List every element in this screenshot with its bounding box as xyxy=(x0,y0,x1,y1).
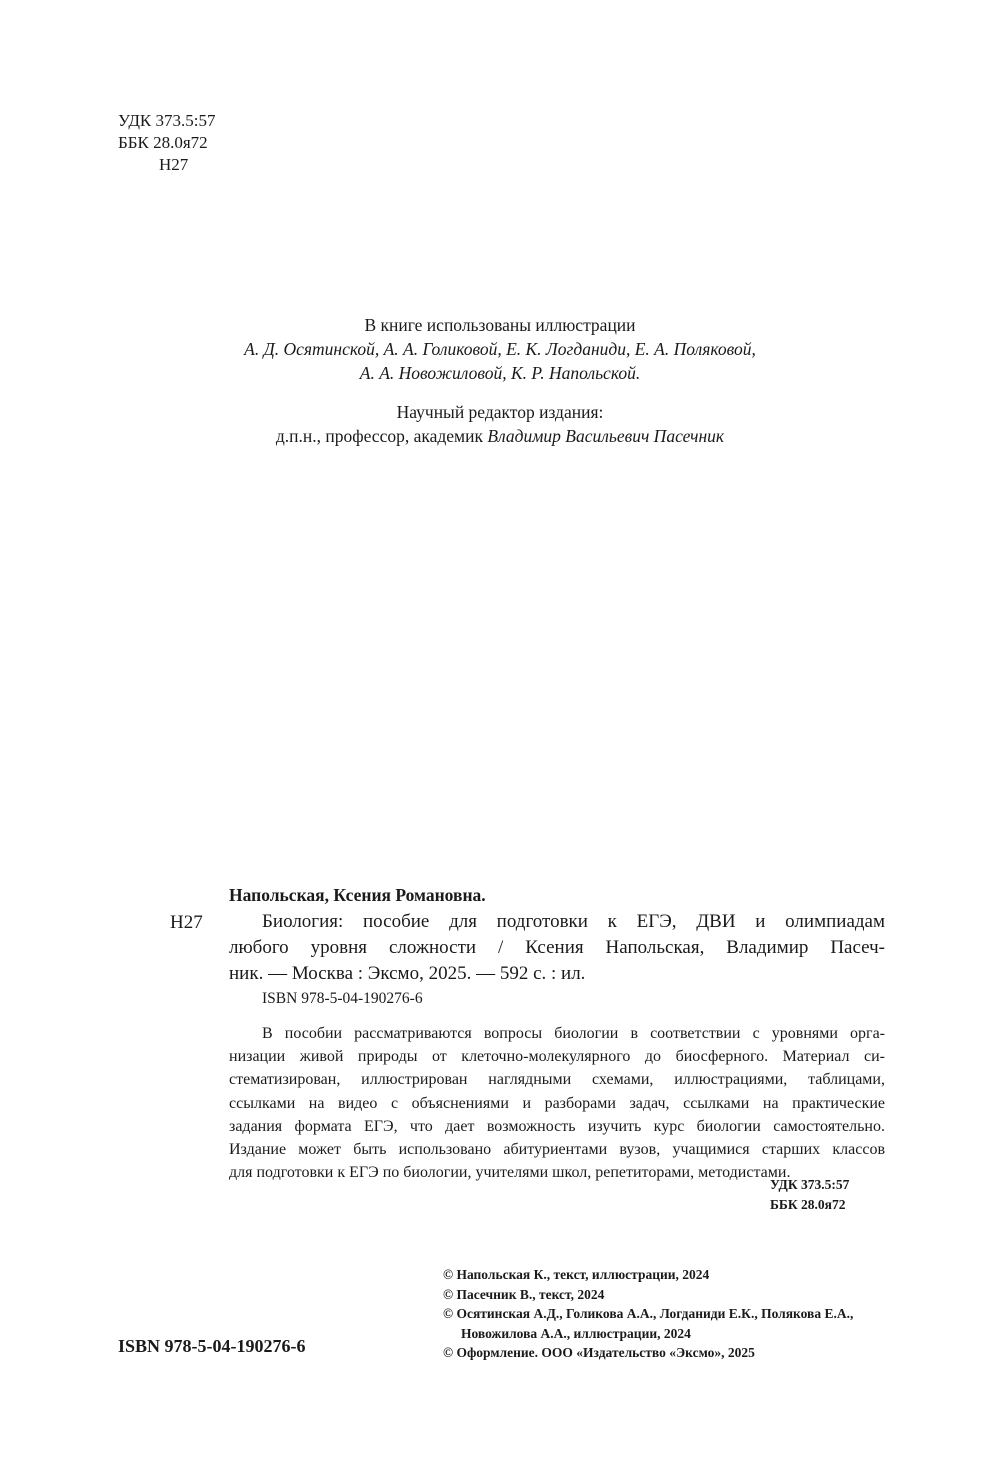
annotation-line: Издание может быть использовано абитуриентами вузов, учащимися старших классов xyxy=(229,1141,885,1159)
copyright-line: Новожилова А.А., иллюстрации, 2024 xyxy=(461,1325,691,1341)
editor-name: Владимир Васильевич Пасечник xyxy=(487,426,725,446)
copyright-line: © Пасечник В., текст, 2024 xyxy=(443,1286,605,1302)
editor-heading: Научный редактор издания: xyxy=(396,402,604,422)
illustrations-heading: В книге использованы иллюстрации xyxy=(364,315,636,335)
editor-title: д.п.н., профессор, академик xyxy=(275,426,488,446)
card-desc-line-3: ник. — Москва : Эксмо, 2025. — 592 с. : ил. xyxy=(229,963,586,984)
illustrations-credit xyxy=(100,313,900,385)
copyright-line: © Напольская К., текст, иллюстрации, 2024 xyxy=(443,1267,710,1282)
copyright-block xyxy=(443,1265,853,1363)
card-desc-line-1: Биология: пособие для подготовки к ЕГЭ, ДВИ и олимпиадам xyxy=(262,911,885,932)
card-classification xyxy=(770,1175,849,1215)
classification-codes xyxy=(118,110,215,176)
card-description xyxy=(229,909,885,987)
illustrators-line-1: А. Д. Осятинской, А. А. Голиковой, Е. К. Логданиди, Е. А. Поляковой, xyxy=(244,339,756,359)
editor-line xyxy=(100,424,900,448)
udk-code: УДК 373.5:57 xyxy=(118,111,216,130)
annotation-line: В пособии рассматриваются вопросы биологии в соответствии с уровнями орга- xyxy=(262,1025,885,1042)
card-bbk-code: ББК 28.0я72 xyxy=(770,1197,846,1212)
annotation-line: ссылками на видео с объяснениями и разборами задач, ссылками на практические xyxy=(229,1094,885,1112)
copyright-line: © Оформление. ООО «Издательство «Эксмо», 2025 xyxy=(443,1345,755,1360)
main-isbn: ISBN 978-5-04-190276-6 xyxy=(118,1336,306,1356)
card-author: Напольская, Ксения Романовна. xyxy=(229,885,486,905)
scientific-editor xyxy=(100,400,900,448)
illustrators-line-2: А. А. Новожиловой, К. Р. Напольской. xyxy=(359,363,641,383)
card-author-mark: Н27 xyxy=(170,912,203,933)
card-udk-code: УДК 373.5:57 xyxy=(770,1177,850,1192)
copyright-line: © Осятинская А.Д., Голикова А.А., Логданиди Е.К., Полякова Е.А., xyxy=(443,1306,854,1321)
annotation-line: стематизирован, иллюстрирован наглядными схемами, иллюстрациями, таблицами, xyxy=(229,1071,885,1089)
card-annotation xyxy=(229,1022,885,1184)
annotation-line: для подготовки к ЕГЭ по биологии, учителями школ, репетиторами, методистами. xyxy=(229,1164,791,1182)
card-isbn: ISBN 978-5-04-190276-6 xyxy=(262,990,423,1007)
annotation-line: низации живой природы от клеточно-молекулярного до биосферного. Материал си- xyxy=(229,1048,885,1066)
card-desc-line-2: любого уровня сложности / Ксения Напольская, Владимир Пасеч- xyxy=(229,937,885,958)
bbk-code: ББК 28.0я72 xyxy=(118,133,208,152)
annotation-line: задания формата ЕГЭ, что дает возможность изучить курс биологии самостоятельно. xyxy=(229,1117,885,1135)
author-mark: Н27 xyxy=(159,155,189,174)
